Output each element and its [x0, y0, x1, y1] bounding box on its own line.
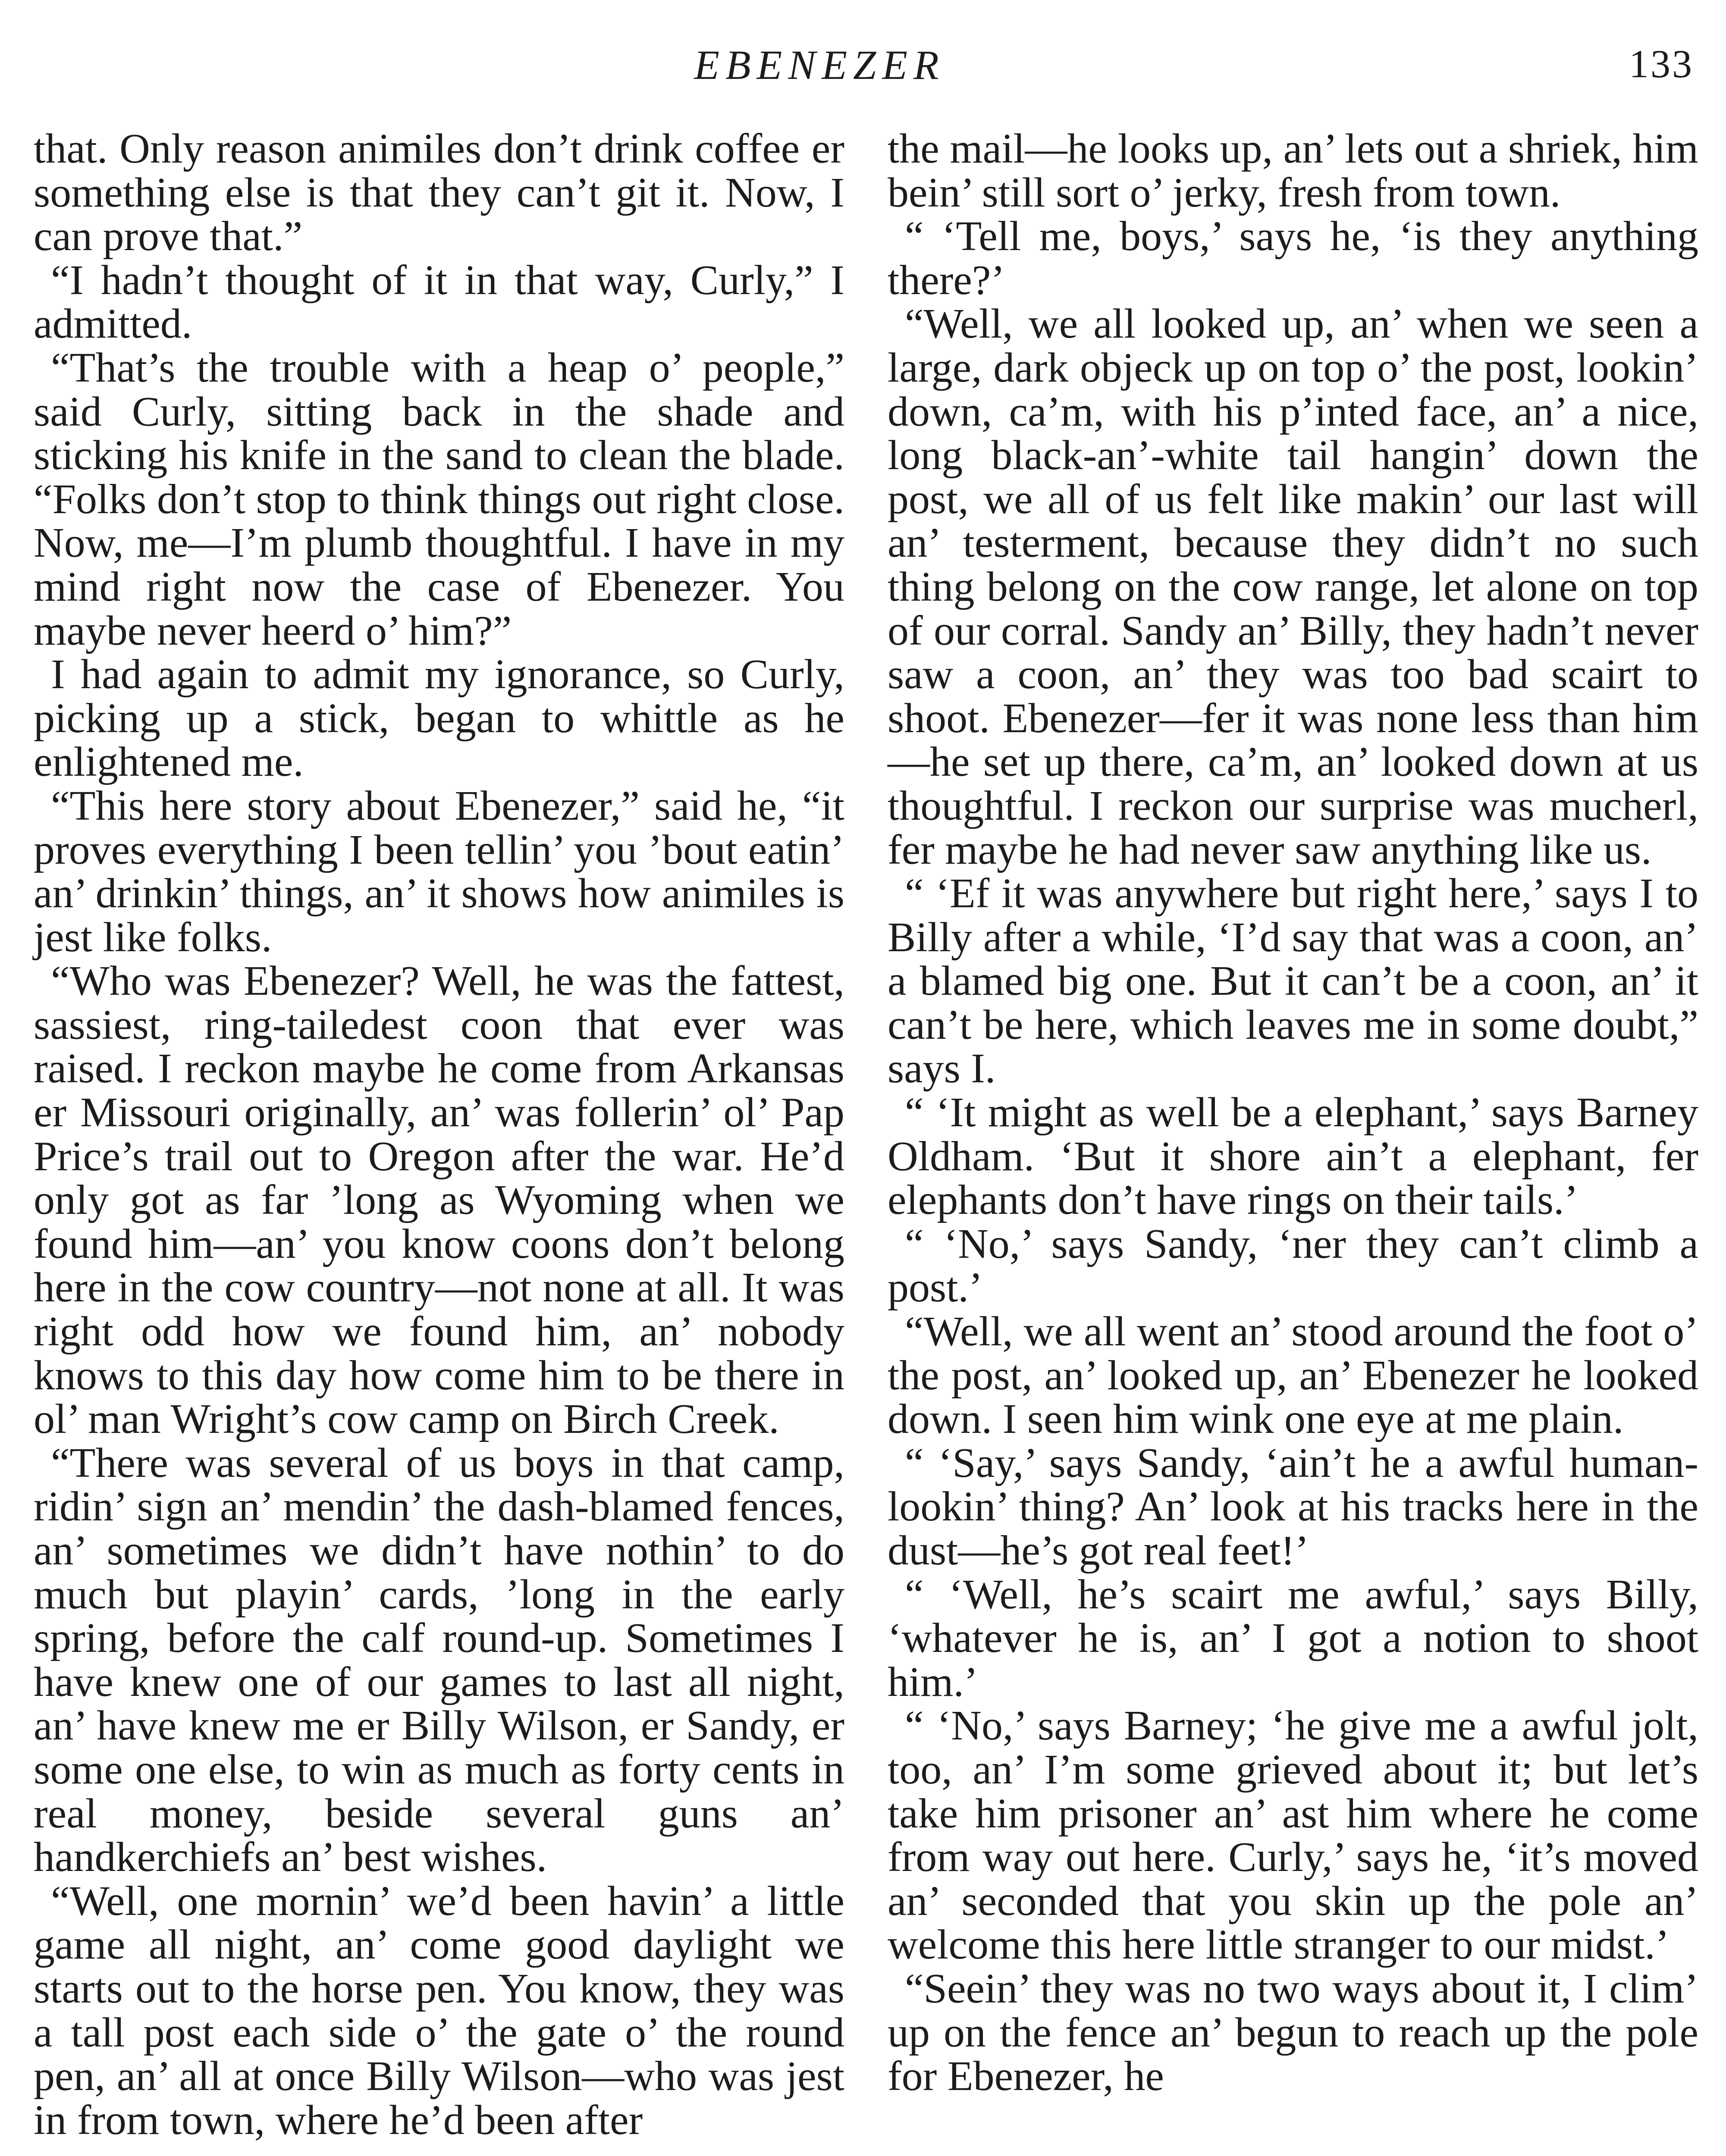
paragraph: “Who was Ebenezer? Well, he was the fattest, sassiest, ring-tailedest coon that ever was raised. I reckon maybe he come from Arkansas er Missouri originally, an’ was follerin’ ol’ Pap Price’s trail out to Oregon after the war. He’d only got as far ’long as Wyoming when we found him—an’ you know coons don’t belong here in the cow country—not none at all. It was right odd how we found him, an’ nobody knows to this day how come him to be there in ol’ man Wright’s cow camp on Birch Creek.	[34, 958, 844, 1443]
paragraph: “I hadn’t thought of it in that way, Curly,” I admitted.	[34, 257, 844, 348]
paragraph: “ ‘Say,’ says Sandy, ‘ain’t he a awful human-lookin’ thing? An’ look at his tracks here in the dust—he’s got real feet!’	[888, 1439, 1698, 1574]
paragraph: “ ‘No,’ says Barney; ‘he give me a awful jolt, too, an’ I’m some grieved about it; but let’s take him prisoner an’ ast him where he come from way out here. Curly,’ says he, ‘it’s moved an’ seconded that you skin up the pole an’ welcome this here little stranger to our midst.’	[888, 1702, 1698, 1968]
paragraph: the mail—he looks up, an’ lets out a shriek, him bein’ still sort o’ jerky, fresh from town.	[888, 125, 1698, 216]
paragraph: I had again to admit my ignorance, so Curly, picking up a stick, began to whittle as he enlightened me.	[34, 651, 844, 786]
paragraph: “This here story about Ebenezer,” said he, “it proves everything I been tellin’ you ’bout eatin’ an’ drinkin’ things, an’ it shows how animiles is jest like folks.	[34, 782, 844, 961]
right-column	[888, 127, 1698, 2099]
paragraph: that. Only reason animiles don’t drink coffee er something else is that they can’t git it. Now, I can prove that.”	[34, 125, 844, 260]
paragraph: “Seein’ they was no two ways about it, I clim’ up on the fence an’ begun to reach up the pole for Ebenezer, he	[888, 1965, 1698, 2100]
paragraph: “ ‘Ef it was anywhere but right here,’ says I to Billy after a while, ‘I’d say that was a coon, an’ a blamed big one. But it can’t be a coon, an’ it can’t be here, which leaves me in some doubt,” says I.	[888, 870, 1698, 1092]
paragraph: “ ‘It might as well be a elephant,’ says Barney Oldham. ‘But it shore ain’t a elephant, fer elephants don’t have rings on their tails.’	[888, 1089, 1698, 1224]
paragraph: “Well, we all went an’ stood around the foot o’ the post, an’ looked up, an’ Ebenezer he looked down. I seen him wink one eye at me plain.	[888, 1308, 1698, 1443]
paragraph: “ ‘Tell me, boys,’ says he, ‘is they anything there?’	[888, 213, 1698, 304]
paragraph: “ ‘No,’ says Sandy, ‘ner they can’t climb a post.’	[888, 1220, 1698, 1311]
paragraph: “Well, one mornin’ we’d been havin’ a little game all night, an’ come good daylight we starts out to the horse pen. You know, they was a tall post each side o’ the gate o’ the round pen, an’ all at once Billy Wilson—who was jest in from town, where he’d been after	[34, 1877, 844, 2143]
paragraph: “There was several of us boys in that camp, ridin’ sign an’ mendin’ the dash-blamed fences, an’ sometimes we didn’t have nothin’ to do much but playin’ cards, ’long in the early spring, before the calf round-up. Sometimes I have knew one of our games to last all night, an’ have knew me er Billy Wilson, er Sandy, er some one else, to win as much as forty cents in real money, beside several guns an’ handkerchiefs an’ best wishes.	[34, 1439, 844, 1881]
running-head	[0, 24, 1726, 97]
paragraph: “Well, we all looked up, an’ when we seen a large, dark objeck up on top o’ the post, lookin’ down, ca’m, with his p’inted face, an’ a nice, long black-an’-white tail hangin’ down the post, we all of us felt like makin’ our last will an’ testerment, because they didn’t no such thing belong on the cow range, let alone on top of our corral. Sandy an’ Billy, they hadn’t never saw a coon, an’ they was too bad scairt to shoot. Ebenezer—fer it was none less than him—he set up there, ca’m, an’ looked down at us thoughtful. I reckon our surprise was mucherl, fer maybe he had never saw anything like us.	[888, 301, 1698, 873]
paragraph: “ ‘Well, he’s scairt me awful,’ says Billy, ‘whatever he is, an’ I got a notion to shoot him.’	[888, 1571, 1698, 1705]
paragraph: “That’s the trouble with a heap o’ people,” said Curly, sitting back in the shade and sticking his knife in the sand to clean the blade. “Folks don’t stop to think things out right close. Now, me—I’m plumb thoughtful. I have in my mind right now the case of Ebenezer. You maybe never heerd o’ him?”	[34, 344, 844, 654]
page-number: 133	[1629, 42, 1694, 86]
left-column	[34, 127, 844, 2142]
running-title: EBENEZER	[694, 42, 945, 88]
